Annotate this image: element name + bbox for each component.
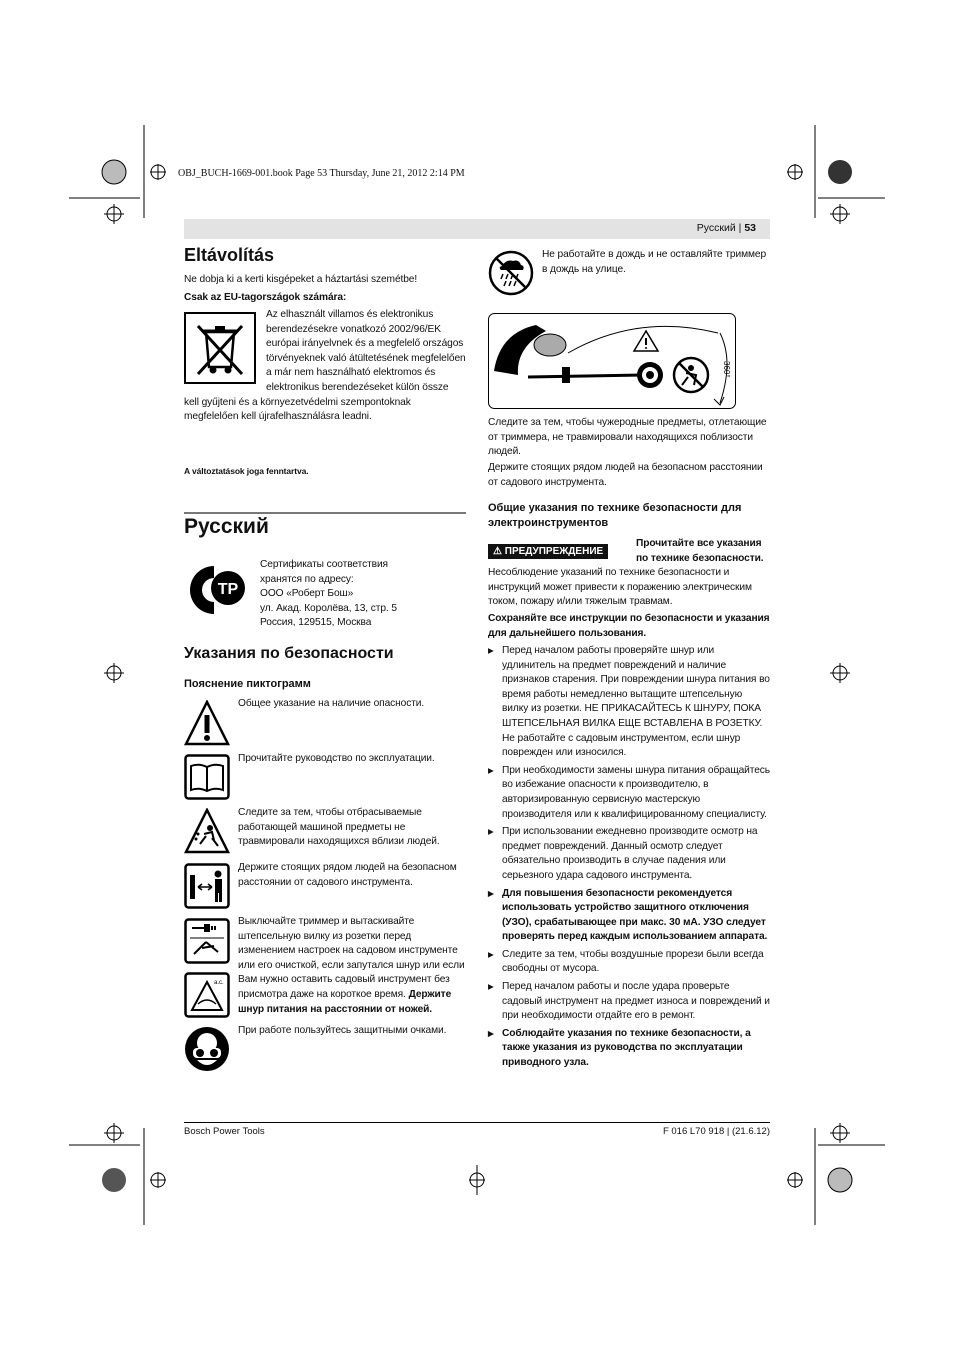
eac-certification-logo [184, 562, 246, 623]
unplug-icon [184, 918, 230, 969]
footer-right: F 016 L70 918 | (21.6.12) [662, 1126, 770, 1137]
heading-general-safety: Общие указания по технике безопасности для электроинструментов [488, 502, 742, 529]
page-header-bar [184, 219, 770, 239]
warning-badge [488, 541, 608, 559]
safety-list [488, 644, 770, 1074]
text-hu-4: A változtatások joga fenntartva. [184, 466, 309, 476]
cert-line: ООО «Роберт Бош» [260, 588, 354, 600]
keep-instructions: Сохраняйте все инструкции по безопасности и указания для дальнейшего пользования. [488, 613, 770, 639]
safety-goggles-icon [184, 1026, 230, 1077]
ra1-text: Следите за тем, чтобы чужеродные предметы, отлетающие от триммера, не травмировали находящихся поблизости людей. [488, 417, 767, 458]
section-divider [184, 512, 466, 514]
page-header [697, 222, 756, 234]
footer-rule [184, 1122, 770, 1123]
heading-russkiy: Русский [184, 515, 269, 538]
list-item: ▶ При использовании ежедневно производите осмотр на предмет повреждений. Данный осмотр следует обязательно производить в случае падения или серьезного удара садового инструмента. [488, 825, 770, 883]
text-hu-3-wrap [184, 308, 466, 425]
svg-text:a.c.: a.c. [214, 980, 224, 986]
pict5-block [238, 915, 466, 1017]
text-hu-2: Csak az EU-tagországok számára: [184, 292, 347, 303]
cert-line: Россия, 129515, Москва [260, 617, 372, 629]
list-item: ▶ Перед началом работы и после удара проверьте садовый инструмент на предмет износа и повреждений и при необходимости отдайте его в ремонт. [488, 980, 770, 1024]
trimmer-diagram [488, 313, 736, 414]
warning-label: ПРЕДУПРЕЖДЕНИЕ [504, 546, 604, 557]
header-page: 53 [744, 222, 756, 234]
print-header: OBJ_BUCH-1669-001.book Page 53 Thursday, June 21, 2012 2:14 PM [178, 168, 465, 179]
pict1-text: Общее указание на наличие опасности. [238, 698, 425, 709]
no-rain-icon [488, 250, 534, 301]
list-item: ▶ Перед началом работы проверяйте шнур или удлинитель на предмет повреждений и наличие признаков старения. При повреждении шнура питания во время работы немедленно вытащите штепсельную вилку из розетки. НЕ ПРИКАСАЙТЕСЬ К ШНУРУ, ПОКА ШТЕПСЕЛЬНАЯ ВИЛКА ЕЩЕ ВСТАВЛЕНА В РОЗЕТКУ. Не работайте с садовым инструментом, если шнур поврежден или износился. [488, 644, 770, 761]
warning-triangle-icon [184, 700, 230, 751]
pict5-text: Выключайте триммер и вытаскивайте штепсельную вилку из розетки перед изменением настроек на садовом инструменте или его очисткой, если запутался шнур или если Вам нужно оставить садовый инструмент без присмотра даже на короткое время. [238, 916, 465, 1000]
footer-left: Bosch Power Tools [184, 1126, 265, 1137]
cert-line: Сертификаты соответствия [260, 559, 388, 570]
header-separator: | [735, 222, 745, 234]
heading-pictograms: Пояснение пиктограмм [184, 678, 311, 690]
warning-text: Прочитайте все указания по технике безопасности. [636, 538, 764, 564]
text-hu-1: Ne dobja ki a kerti kisgépeket a háztartási szemétbe! [184, 274, 418, 285]
pict5-bold-text: Держите шнур питания на расстоянии от ножей. [238, 988, 452, 1015]
pict3-text: Следите за тем, чтобы отбрасываемые работающей машиной предметы не травмировали находящихся вблизи людей. [238, 807, 440, 848]
keep-distance-icon [184, 863, 230, 914]
cert-line: хранятся по адресу: [260, 573, 354, 585]
thrown-objects-icon [184, 808, 230, 859]
ra2-text: Держите стоящих рядом людей на безопасном расстоянии от садового инструмента. [488, 462, 763, 488]
svg-text:ТР: ТР [217, 581, 239, 598]
cert-line: ул. Акад. Королёва, 13, стр. 5 [260, 602, 397, 614]
heading-eltavolitas: Eltávolítás [184, 245, 275, 265]
text-hu-3: Az elhasznált villamos és elektronikus berendezésekre vonatkozó 2002/96/EK európai irányelvnek és a megfelelő országos törvényeknek való átültetésének megfelelően a már nem használható elektromos és elektronikus berendezéseket külön össze kell gyűjteni és a környezetvédelmi szempontoknak megfelelően kell újrafelhasználásra leadni. [184, 309, 466, 423]
pict4-text: Держите стоящих рядом людей на безопасном расстоянии от садового инструмента. [238, 862, 457, 888]
pict2-text: Прочитайте руководство по эксплуатации. [238, 753, 435, 764]
pict6-text: При работе пользуйтесь защитными очками. [238, 1025, 447, 1036]
rain-text: Не работайте в дождь и не оставляйте триммер в дождь на улице. [542, 249, 767, 275]
warning-paragraph: Несоблюдение указаний по технике безопасности и инструкций может привести к поражению электрическим током, пожару и/или тяжелым травмам. [488, 567, 752, 608]
cert-block [260, 558, 466, 631]
header-section: Русский [696, 222, 736, 234]
list-item: ▶ Для повышения безопасности рекомендуется использовать устройство защитного отключения (УЗО), срабатывающее при макс. 30 мА. УЗО следует проверять перед каждым использованием аппарата. [488, 887, 770, 945]
list-item: ▶ Следите за тем, чтобы воздушные прорези были всегда свободны от мусора. [488, 948, 770, 977]
heading-safety: Указания по безопасности [184, 645, 394, 662]
read-manual-icon [184, 754, 230, 805]
cable-away-from-blade-icon [184, 972, 230, 1023]
list-item: ▶ Соблюдайте указания по технике безопасности, а также указания из руководства по эксплуатации приводного узла. [488, 1027, 770, 1071]
list-item: ▶ При необходимости замены шнура питания обращайтесь во избежание опасности к производителю, в авторизированную сервисную мастерскую производителя или к квалифицированному специалисту. [488, 764, 770, 822]
warning-triangle-small-icon: ⚠ [493, 546, 502, 557]
angle-label: 360° [722, 361, 731, 378]
